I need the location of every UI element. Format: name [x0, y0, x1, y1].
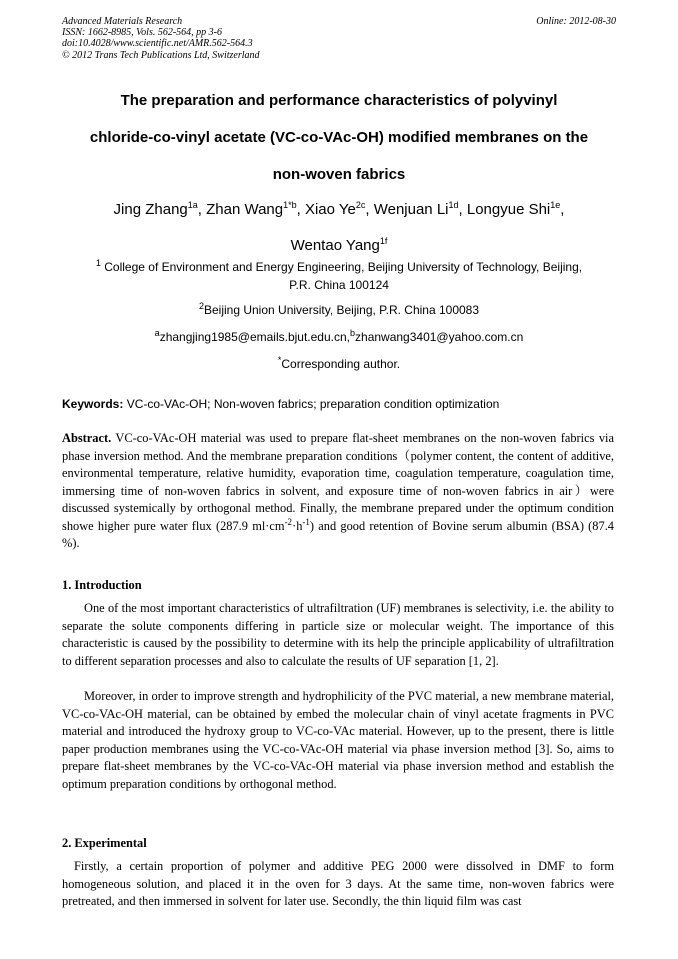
introduction-paragraph-2: Moreover, in order to improve strength and hydrophilicity of the PVC material, a new membrane material, VC-co-VAc-OH material, can be obtained by embed the molecular chain of vinyl acetate fragments in PVC material and introduced the hydroxy group to VC-co-VAc material. However, up to the present, there is little paper production membranes using the VC-co-VAc-OH material via phase inversion method [3]. So, aims to prepare flat-sheet membranes by the VC-co-VAc-OH material via phase inversion method and establish the optimum preparation conditions by orthogonal method.: [62, 689, 614, 791]
affiliation-1-line-2: P.R. China 100124: [289, 277, 389, 292]
email-address[interactable]: zhanwang3401@yahoo.com.cn: [355, 330, 524, 344]
abstract-label: Abstract.: [62, 431, 112, 445]
unit-exponent: -1: [302, 516, 310, 527]
introduction-paragraph-1: One of the most important characteristics of ultrafiltration (UF) membranes is selectivity, i.e. the ability to separate the solute components differing in particle size or molecular weight. The importance of this characteristic is caused by the possibility to determine with its help the principle applicability of ultrafiltration to different separation processes and also to calculate the results of UF separation [1, 2].: [62, 601, 614, 668]
author-name: Wentao Yang: [290, 237, 380, 254]
author-affil-mark: 1*b: [283, 200, 297, 210]
abstract-text-end: ) and good retention of Bovine serum albumin (BSA) (87.4 %).: [62, 518, 614, 550]
corresponding-text: Corresponding author.: [281, 357, 401, 371]
unit-text: ·h: [292, 518, 303, 533]
author-name: Jing Zhang: [113, 201, 188, 218]
author-name: Zhan Wang: [206, 201, 284, 218]
keywords-text: VC-co-VAc-OH; Non-woven fabrics; preparation condition optimization: [126, 397, 500, 411]
author-affil-mark: 1d: [448, 200, 459, 210]
online-date: Online: 2012-08-30: [536, 16, 616, 27]
affiliation-mark: 1: [95, 258, 101, 268]
email-line: [60, 329, 618, 347]
section-heading-introduction: 1. Introduction: [62, 578, 142, 592]
keywords: [62, 396, 622, 412]
affiliation-2: [60, 302, 618, 320]
abstract-text: VC-co-VAc-OH material was used to prepare flat-sheet membranes on the non-woven fabrics via phase inversion method. And the membrane preparation conditions（polymer content, the content of additive, environmental temperature, relative humidity, evaporation time, coagulation temperature, coagulation time, immersing time of non-woven fabrics in solvent, and exposure time of non-woven fabrics in air）were discussed systemically by orthogonal method. Finally, the membrane prepared under the optimum condition showe higher pure water flux (287.9 ml·cm: [62, 431, 614, 533]
journal-header: [62, 16, 260, 61]
author-name: Xiao Ye: [304, 201, 356, 218]
author-name: Wenjuan Li: [373, 201, 449, 218]
affiliation-1: [60, 259, 618, 294]
author-name: Longyue Shi: [466, 201, 551, 218]
experimental-paragraph-1: Firstly, a certain proportion of polymer and additive PEG 2000 were dissolved in DMF to form homogeneous solution, and placed it in the oven for 3 days. At the same time, non-woven fabrics were pretreated, and then immersed in solvent for later use. Secondly, the thin liquid film was cast: [62, 859, 614, 908]
title-line-2: chloride-co-vinyl acetate (VC-co-VAc-OH) modified membranes on the: [89, 129, 589, 146]
corresponding-mark: *: [277, 355, 282, 365]
unit-exponent: -2: [284, 516, 293, 527]
paper-title: [50, 82, 628, 193]
email-address[interactable]: zhangjing1985@emails.bjut.edu.cn,: [159, 330, 350, 344]
author-affil-mark: 1a: [187, 200, 198, 210]
affiliation-text: Beijing Union University, Beijing, P.R. China 100083: [203, 303, 480, 317]
journal-name: Advanced Materials Research: [62, 16, 183, 27]
title-line-1: The preparation and performance characteristics of polyvinyl: [120, 92, 558, 109]
author-affil-mark: 2c: [355, 200, 366, 210]
corresponding-author: [60, 356, 618, 374]
author-affil-mark: 1f: [379, 236, 388, 246]
author-list: [50, 192, 628, 264]
journal-doi: doi:10.4028/www.scientific.net/AMR.562-564.3: [62, 38, 253, 50]
keywords-label: Keywords:: [62, 397, 124, 411]
journal-copyright: © 2012 Trans Tech Publications Ltd, Switzerland: [62, 49, 260, 61]
title-line-3: non-woven fabrics: [272, 166, 406, 183]
affiliation-mark: 2: [198, 301, 204, 311]
section-heading-experimental: 2. Experimental: [62, 836, 147, 850]
affiliation-text: College of Environment and Energy Engineering, Beijing University of Technology, Beijing,: [104, 260, 583, 274]
abstract: [62, 430, 614, 553]
affiliation-1-line-1: [60, 259, 618, 277]
journal-issn: ISSN: 1662-8985, Vols. 562-564, pp 3-6: [62, 27, 222, 39]
email-mark: b: [350, 328, 356, 338]
email-mark: a: [154, 328, 160, 338]
author-affil-mark: 1e: [550, 200, 561, 210]
author-line-1: Jing Zhang$^{1a}$, Zhan Wang$^{1*b}$, Xiao $Ye^{2c}$, Wenjuan $Li^{1d}$, Longyue Shi$^{1e}$,: [113, 200, 565, 218]
